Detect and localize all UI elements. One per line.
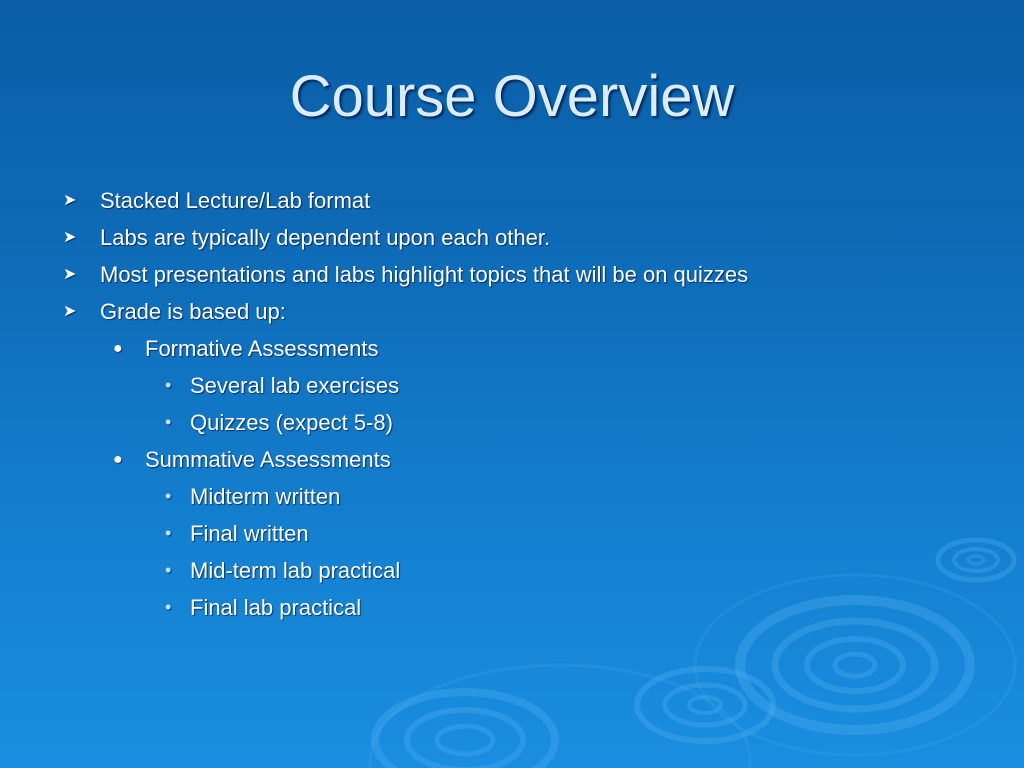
sub-sub-bullet-text: Final lab practical	[190, 595, 362, 620]
arrow-bullet-icon: ➤	[63, 229, 77, 246]
sub-sub-bullet-item	[0, 367, 1024, 404]
sub-sub-bullet-item	[0, 552, 1024, 589]
bullet-list	[0, 182, 1024, 626]
sub-bullet-item	[0, 441, 1024, 478]
sub-sub-bullet-text: Quizzes (expect 5-8)	[190, 410, 393, 435]
sub-sub-bullet-item	[0, 515, 1024, 552]
sub-bullet-text: Summative Assessments	[145, 447, 391, 472]
sub-sub-bullet-text: Mid-term lab practical	[190, 558, 401, 583]
arrow-bullet-icon: ➤	[63, 266, 77, 283]
sub-bullet-text: Formative Assessments	[145, 336, 379, 361]
bullet-item	[0, 293, 1024, 330]
slide-title: Course Overview	[289, 64, 735, 129]
bullet-text: Stacked Lecture/Lab format	[100, 188, 371, 213]
bullet-item	[0, 219, 1024, 256]
sub-sub-bullet-text: Final written	[190, 521, 309, 546]
small-dot-bullet-icon: •	[165, 412, 172, 432]
sub-sub-bullet-item	[0, 589, 1024, 626]
sub-sub-bullet-text: Midterm written	[190, 484, 341, 509]
sub-sub-bullet-text: Several lab exercises	[190, 373, 400, 398]
small-dot-bullet-icon: •	[165, 560, 172, 580]
arrow-bullet-icon: ➤	[63, 303, 77, 320]
dot-bullet-icon: ●	[113, 340, 123, 357]
arrow-bullet-icon: ➤	[63, 192, 77, 209]
bullet-text: Grade is based up:	[100, 299, 286, 324]
sub-sub-bullet-item	[0, 478, 1024, 515]
small-dot-bullet-icon: •	[165, 597, 172, 617]
bullet-text: Most presentations and labs highlight topics that will be on quizzes	[100, 262, 749, 287]
small-dot-bullet-icon: •	[165, 523, 172, 543]
bullet-text: Labs are typically dependent upon each other.	[100, 225, 551, 250]
bullet-item	[0, 182, 1024, 219]
sub-sub-bullet-item	[0, 404, 1024, 441]
small-dot-bullet-icon: •	[165, 486, 172, 506]
bullet-item	[0, 256, 1024, 293]
sub-bullet-item	[0, 330, 1024, 367]
dot-bullet-icon: ●	[113, 451, 123, 468]
small-dot-bullet-icon: •	[165, 375, 172, 395]
